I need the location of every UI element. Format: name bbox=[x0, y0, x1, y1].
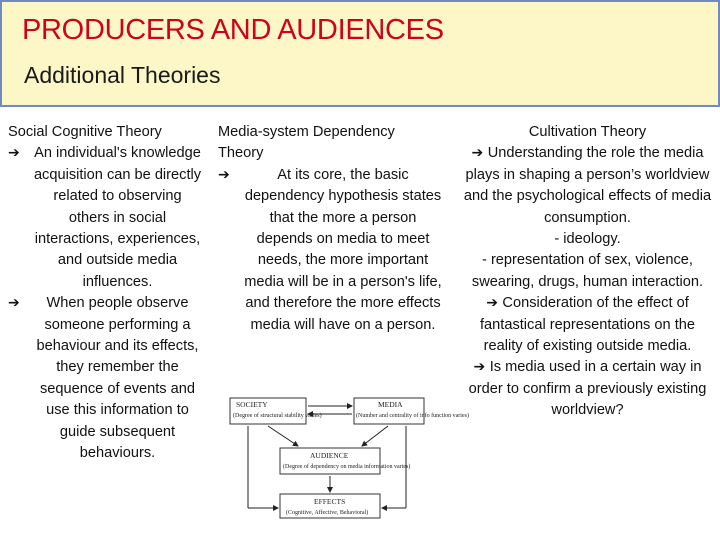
right-arrow-icon: ➔ bbox=[8, 145, 20, 162]
effects-sub-label: (Cognitive, Affective, Behavioral) bbox=[286, 510, 369, 516]
right-arrow-icon: ➔ bbox=[486, 295, 503, 312]
cultivation-line-1 bbox=[460, 143, 715, 229]
bullet-text: An individual's knowledge acquisition can be directly related to observing others in social interactions, experiences, and outside media influences. bbox=[33, 145, 202, 290]
right-arrow-icon: ➔ bbox=[473, 359, 490, 376]
right-arrow-icon: ➔ bbox=[8, 295, 20, 312]
right-arrow-icon: ➔ bbox=[471, 145, 488, 162]
cultivation-column bbox=[460, 122, 715, 422]
social-cognitive-heading: Social Cognitive Theory bbox=[8, 124, 162, 140]
cultivation-line-2: - ideology. bbox=[554, 231, 621, 248]
cultivation-line-3: - representation of sex, violence, swearing, drugs, human interaction. bbox=[471, 252, 704, 290]
effects-label: EFFECTS bbox=[314, 497, 346, 506]
society-label: SOCIETY bbox=[236, 400, 268, 409]
social-cognitive-bullet-2 bbox=[8, 293, 203, 464]
social-cognitive-column bbox=[8, 122, 203, 465]
audience-sub-label: (Degree of dependency on media information varies) bbox=[283, 464, 411, 470]
bullet-text: At its core, the basic dependency hypothesis states that the more a person depends on media to meet needs, the more important media will be in a person's life, and therefore the more effects media will have on a person. bbox=[244, 166, 442, 333]
bullet-text: Consideration of the effect of fantastical representations on the reality of existing outside media. bbox=[480, 295, 695, 355]
dependency-column bbox=[218, 122, 444, 336]
bullet-text: Is media used in a certain way in order to confirm a previously existing worldview? bbox=[468, 359, 707, 419]
dependency-diagram bbox=[228, 390, 469, 520]
media-label: MEDIA bbox=[378, 400, 403, 409]
cultivation-line-4 bbox=[460, 293, 715, 357]
cultivation-heading: Cultivation Theory bbox=[528, 124, 647, 140]
dependency-bullet-1 bbox=[218, 165, 444, 336]
bullet-text: When people observe someone performing a behaviour and its effects, they remember the sequence of events and use this information to guide subsequent behaviours. bbox=[36, 295, 199, 462]
social-cognitive-bullet-1 bbox=[8, 143, 203, 293]
media-sub-label: (Number and centrality of info function varies) bbox=[356, 413, 469, 419]
bullet-text: Understanding the role the media plays in shaping a person’s worldview and the psychological effects of media consumption. bbox=[463, 145, 712, 226]
title-banner bbox=[0, 0, 720, 107]
cultivation-line-5 bbox=[460, 357, 715, 421]
society-sub-label: (Degree of structural stability varies) bbox=[233, 413, 322, 419]
slide-title: PRODUCERS AND AUDIENCES bbox=[22, 14, 444, 46]
dependency-heading: Media-system Dependency Theory bbox=[218, 124, 395, 162]
audience-label: AUDIENCE bbox=[310, 451, 349, 460]
right-arrow-icon: ➔ bbox=[218, 166, 230, 183]
slide-subtitle: Additional Theories bbox=[24, 62, 221, 88]
